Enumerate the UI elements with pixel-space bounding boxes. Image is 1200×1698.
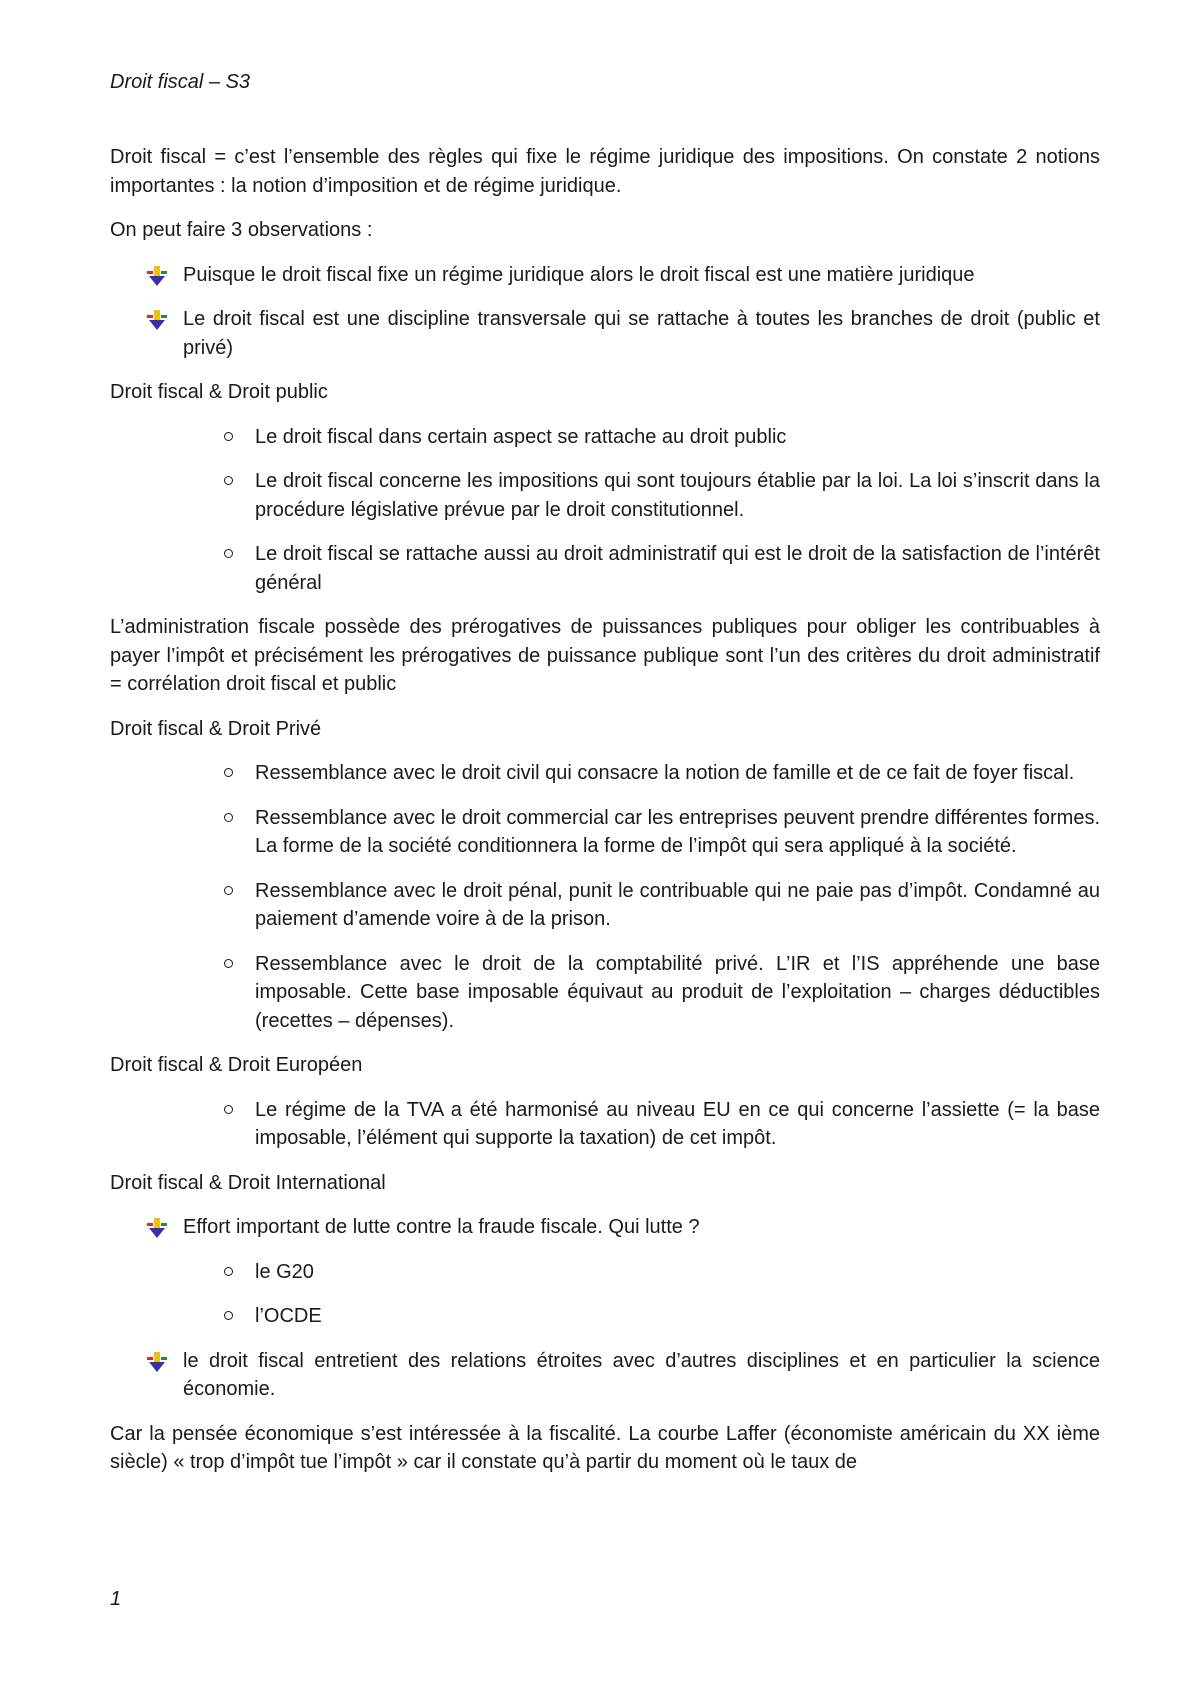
section-heading-international: Droit fiscal & Droit International: [110, 1171, 386, 1194]
international-bullet: [110, 1347, 1100, 1404]
circle-bullet-icon: [224, 959, 233, 968]
list-item: [110, 950, 1100, 1036]
document-header: Droit fiscal – S3: [110, 71, 251, 93]
arrow-bullet-icon: [146, 1352, 168, 1372]
circle-bullet-icon: [224, 768, 233, 777]
arrow-bullet-icon: [146, 266, 168, 286]
section-heading-europeen: Droit fiscal & Droit Européen: [110, 1054, 363, 1076]
list-item-text: Ressemblance avec le droit commercial car les entreprises peuvent prendre différentes formes. La forme de la société conditionnera la forme de l’impôt qui sera appliqué à la société.: [255, 806, 1100, 857]
circle-bullet-icon: [224, 1267, 233, 1276]
circle-bullet-icon: [224, 1311, 233, 1320]
observations-intro: On peut faire 3 observations :: [110, 219, 373, 241]
administration-paragraph: L’administration fiscale possède des prérogatives de puissances publiques pour obliger les contribuables à payer l’impôt et précisément les prérogatives de puissance publique sont l’un des critères du droit administratif = corrélation droit fiscal et public: [110, 616, 1100, 695]
page-number: 1: [110, 1588, 122, 1610]
observation-text: Le droit fiscal est une discipline transversale qui se rattache à toutes les branches de droit (public et privé): [183, 308, 1100, 359]
list-item: [110, 1258, 1100, 1287]
list-item-text: Le régime de la TVA a été harmonisé au niveau EU en ce qui concerne l’assiette (= la base imposable, l’élément qui supporte la taxation) de cet impôt.: [255, 1098, 1100, 1149]
bullet-text: le droit fiscal entretient des relations étroites avec d’autres disciplines et en particulier la science économie.: [183, 1349, 1100, 1400]
observation-bullet: [110, 261, 1100, 290]
document-body: [110, 143, 1100, 1493]
list-item: [110, 877, 1100, 934]
list-item: [110, 540, 1100, 597]
circle-bullet-icon: [224, 549, 233, 558]
list-item: [110, 759, 1100, 788]
list-item: [110, 423, 1100, 452]
international-bullet: [110, 1213, 1100, 1242]
arrow-bullet-icon: [146, 310, 168, 330]
list-item-text: le G20: [255, 1260, 314, 1283]
closing-paragraph: Car la pensée économique s’est intéressée à la fiscalité. La courbe Laffer (économiste américain du XX ième siècle) « trop d’impôt tue l’impôt » car il constate qu’à partir du moment où le taux de: [110, 1422, 1100, 1473]
definition-paragraph: Droit fiscal = c’est l’ensemble des règles qui fixe le régime juridique des impositions. On constate 2 notions importantes : la notion d’imposition et de régime juridique.: [110, 146, 1100, 197]
list-item-text: Le droit fiscal dans certain aspect se rattache au droit public: [255, 425, 787, 448]
list-item: [110, 1302, 1100, 1331]
observation-text: Puisque le droit fiscal fixe un régime juridique alors le droit fiscal est une matière juridique: [183, 263, 975, 286]
circle-bullet-icon: [224, 886, 233, 895]
circle-bullet-icon: [224, 432, 233, 441]
list-item-text: Ressemblance avec le droit de la comptabilité privé. L’IR et l’IS appréhende une base imposable. Cette base imposable équivaut au produit de l’exploitation – charges déductibles (recettes – dépenses).: [255, 952, 1100, 1032]
circle-bullet-icon: [224, 1105, 233, 1114]
arrow-bullet-icon: [146, 1218, 168, 1238]
list-item-text: l’OCDE: [255, 1305, 322, 1327]
list-item: [110, 804, 1100, 861]
observation-bullet: [110, 305, 1100, 362]
circle-bullet-icon: [224, 476, 233, 485]
list-item: [110, 467, 1100, 524]
section-heading-prive: Droit fiscal & Droit Privé: [110, 717, 322, 740]
section-heading-public: Droit fiscal & Droit public: [110, 381, 328, 403]
list-item-text: Ressemblance avec le droit pénal, punit le contribuable qui ne paie pas d’impôt. Condamné au paiement d’amende voire à de la prison.: [255, 879, 1100, 930]
list-item: [110, 1096, 1100, 1153]
bullet-text: Effort important de lutte contre la fraude fiscale. Qui lutte ?: [183, 1216, 700, 1238]
list-item-text: Ressemblance avec le droit civil qui consacre la notion de famille et de ce fait de foyer fiscal.: [255, 762, 1075, 784]
list-item-text: Le droit fiscal concerne les impositions qui sont toujours établie par la loi. La loi s’inscrit dans la procédure législative prévue par le droit constitutionnel.: [255, 470, 1100, 521]
circle-bullet-icon: [224, 813, 233, 822]
list-item-text: Le droit fiscal se rattache aussi au droit administratif qui est le droit de la satisfaction de l’intérêt général: [255, 543, 1100, 594]
